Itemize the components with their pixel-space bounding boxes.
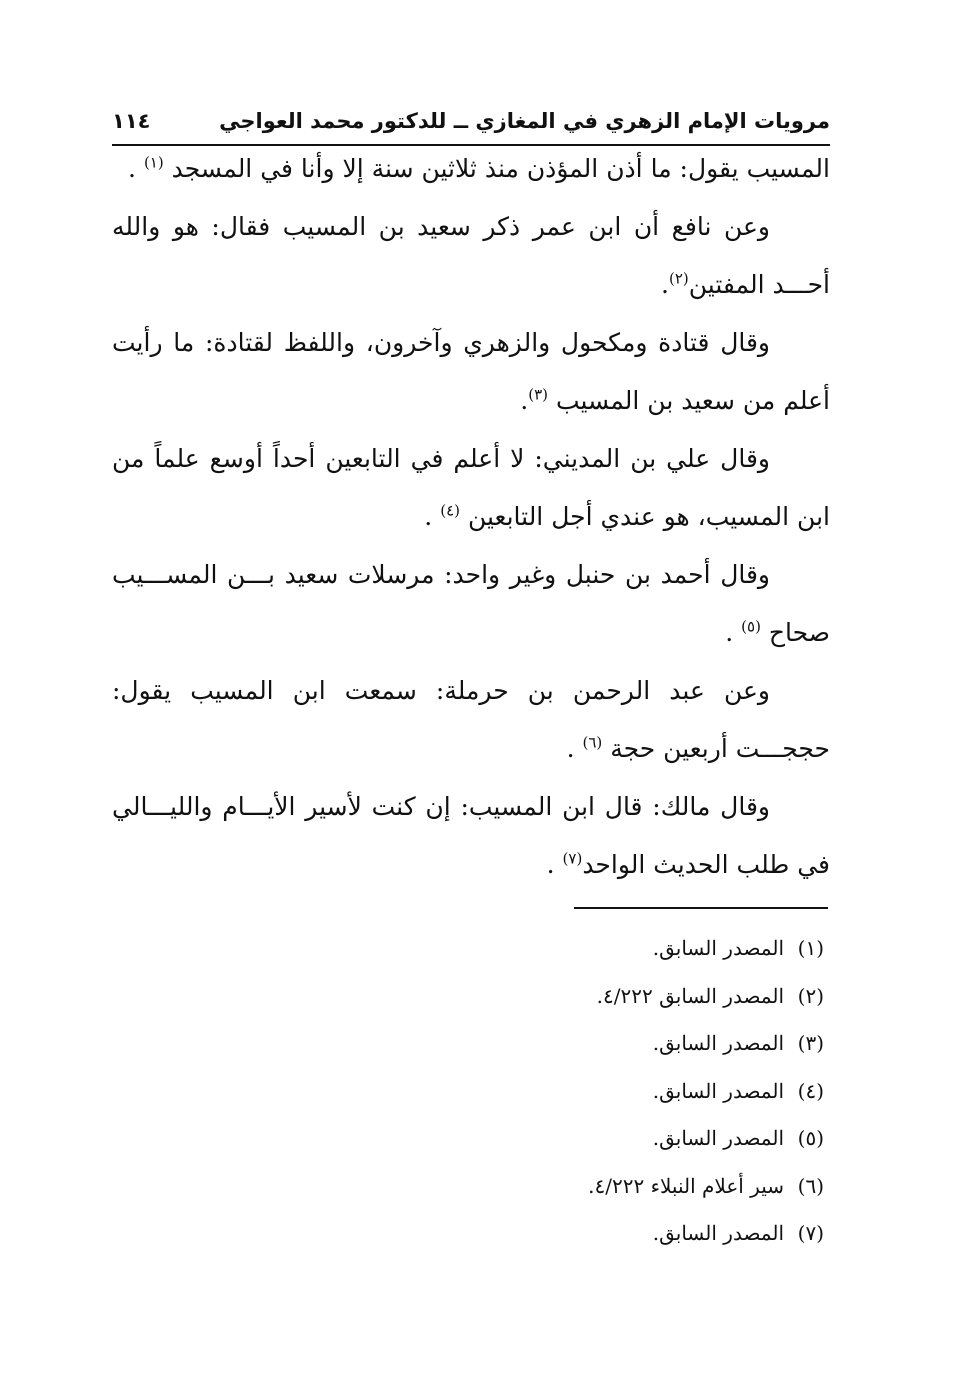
footnote-separator bbox=[574, 907, 828, 909]
footnote-reference: (٦) bbox=[582, 733, 603, 752]
footnote-reference: (١) bbox=[143, 153, 164, 172]
footnote-item bbox=[112, 925, 824, 973]
footnote-text: المصدر السابق ٤/٢٢٢. bbox=[596, 983, 784, 1008]
paragraph-end: . bbox=[424, 502, 441, 531]
paragraph bbox=[112, 314, 830, 430]
footnote-item bbox=[112, 1115, 824, 1163]
footnote-item bbox=[112, 973, 824, 1021]
footnote-text: المصدر السابق. bbox=[652, 1221, 784, 1245]
footnote-number: (٧) bbox=[797, 1221, 824, 1245]
paragraph-end: . bbox=[520, 386, 529, 415]
footnote-item bbox=[112, 1210, 824, 1258]
footnote-item bbox=[112, 1068, 824, 1116]
paragraph-end: . bbox=[566, 734, 583, 763]
paragraph-text: وقال علي بن المديني: لا أعلم في التابعين أحداً أوسع علماً من ابن المسيب، هو عندي أجل التابعين bbox=[112, 444, 830, 531]
footnote-reference: (٤) bbox=[440, 501, 460, 520]
footnote-item bbox=[112, 1163, 824, 1211]
paragraph-end: . bbox=[725, 618, 742, 647]
header-title: مرويات الإمام الزهري في المغازي ــ للدكتور محمد العواجي bbox=[219, 109, 830, 133]
paragraph-end: . bbox=[546, 850, 563, 879]
paragraph-text: وقال قتادة ومكحول والزهري وآخرون، واللفظ لقتادة: ما رأيت أعلم من سعيد بن المسيب bbox=[112, 328, 830, 415]
footnote-number: (٣) bbox=[797, 1031, 824, 1055]
footnote-text: المصدر السابق. bbox=[652, 1078, 784, 1103]
paragraph-text: المسيب يقول: ما أذن المؤذن منذ ثلاثين سنة إلا وأنا في المسجد bbox=[171, 154, 830, 183]
paragraph-end: . bbox=[128, 154, 144, 183]
paragraph-text: وعن نافع أن ابن عمر ذكر سعيد بن المسيب فقال: هو والله أحـــد المفتين bbox=[112, 212, 830, 299]
page-number: ١١٤ bbox=[112, 109, 151, 133]
footnote-reference: (٥) bbox=[741, 617, 761, 636]
paragraph bbox=[112, 778, 830, 894]
paragraph-text: وعن عبد الرحمن بن حرملة: سمعت ابن المسيب يقول: حججـــت أربعين حجة bbox=[112, 676, 830, 763]
footnote-number: (٦) bbox=[797, 1173, 824, 1198]
main-text bbox=[112, 140, 830, 894]
footnote-text: سير أعلام النبلاء ٤/٢٢٢. bbox=[588, 1173, 784, 1198]
footnote-text: المصدر السابق. bbox=[652, 1126, 784, 1150]
footnote-number: (٤) bbox=[797, 1078, 824, 1103]
footnote-text: المصدر السابق. bbox=[652, 1031, 784, 1055]
footnote-number: (١) bbox=[797, 936, 824, 960]
footnote-item bbox=[112, 1020, 824, 1068]
paragraph bbox=[112, 430, 830, 546]
footnote-number: (٢) bbox=[797, 983, 824, 1008]
paragraph-text: وقال مالك: قال ابن المسيب: إن كنت لأسير الأيـــام والليـــالي في طلب الحديث الواحد bbox=[112, 792, 830, 879]
footnote-reference: (٧) bbox=[562, 849, 583, 868]
paragraph bbox=[112, 198, 830, 314]
footnote-text: المصدر السابق. bbox=[652, 936, 784, 960]
paragraph bbox=[112, 662, 830, 778]
footnote-reference: (٢) bbox=[668, 269, 689, 288]
running-header bbox=[112, 98, 830, 144]
footnote-reference: (٣) bbox=[528, 385, 548, 404]
paragraph bbox=[112, 546, 830, 662]
paragraph-text: وقال أحمد بن حنبل وغير واحد: مرسلات سعيد بـــن المســـيب صحاح bbox=[112, 560, 830, 647]
paragraph-end: . bbox=[661, 270, 669, 299]
footnote-number: (٥) bbox=[797, 1126, 824, 1150]
paragraph bbox=[112, 140, 830, 198]
footnotes bbox=[112, 925, 824, 1258]
